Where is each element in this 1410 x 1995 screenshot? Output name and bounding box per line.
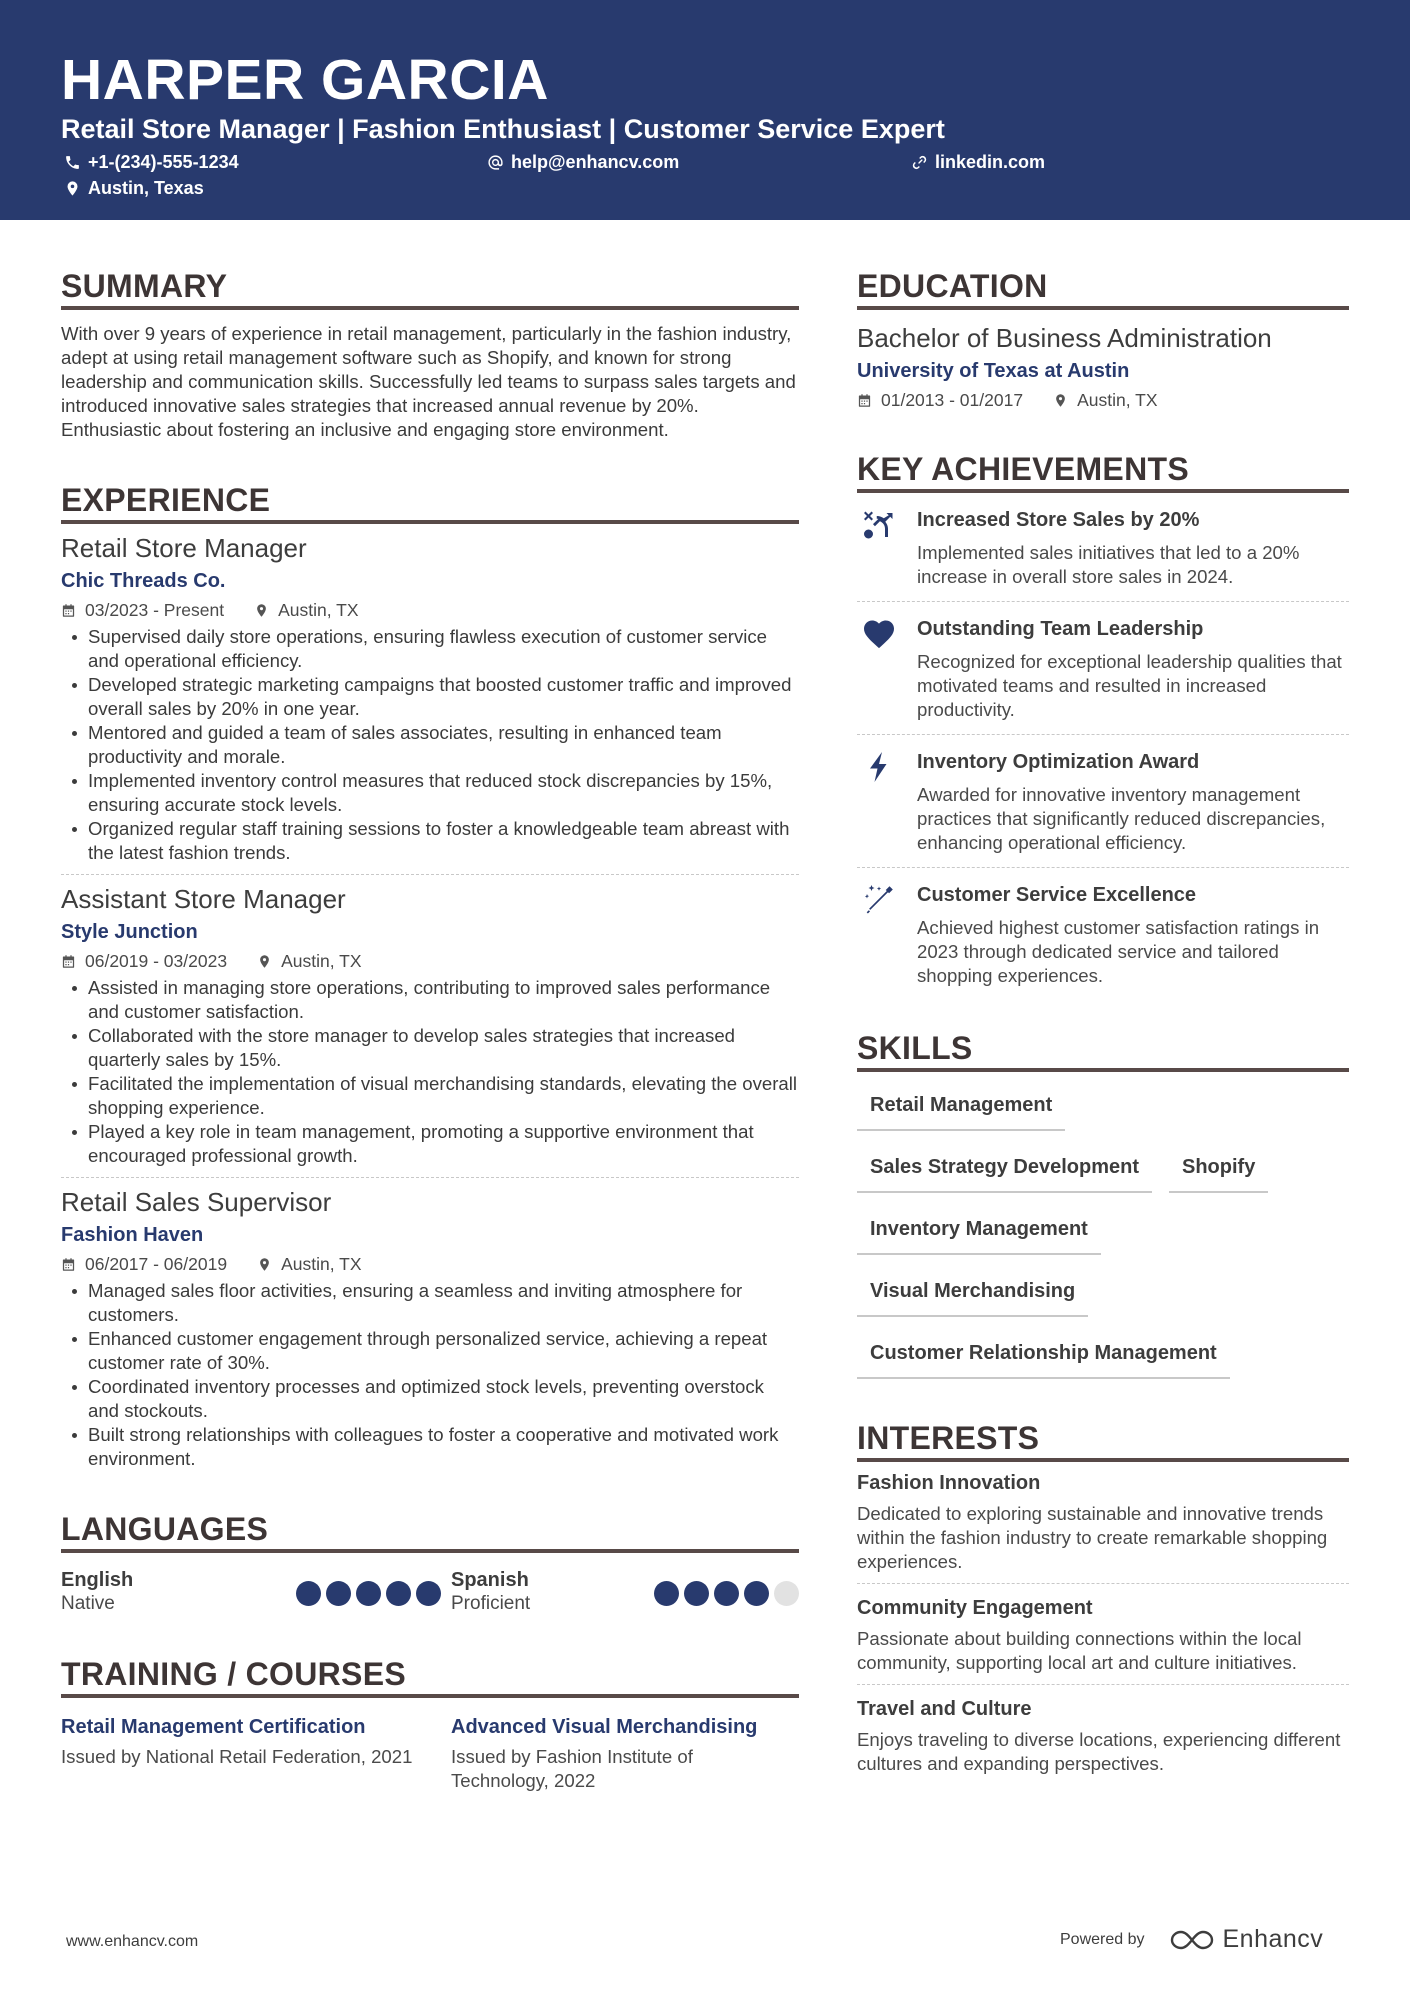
language-name: English: [61, 1569, 134, 1591]
achievement-item: [857, 868, 1349, 1000]
at-icon: [487, 154, 504, 171]
location-text: Austin, Texas: [88, 178, 204, 198]
achievement-desc: Recognized for exceptional leadership qualities that motivated teams and resulted in increased productivity.: [917, 651, 1342, 720]
interest-item: [857, 1584, 1349, 1684]
skill-tag: Customer Relationship Management: [857, 1334, 1230, 1379]
skills-title: SKILLS: [857, 1028, 1349, 1072]
achievement-item: [857, 493, 1349, 601]
bullet-item: Organized regular staff training sessions to foster a knowledgeable team abreast with the latest fashion trends.: [61, 817, 799, 865]
achievement-title: Increased Store Sales by 20%: [917, 509, 1200, 531]
bullet-item: Assisted in managing store operations, contributing to improved sales performance and customer satisfaction.: [61, 976, 799, 1024]
job-meta: [61, 599, 799, 621]
education-meta: [857, 389, 1349, 411]
course-title: Advanced Visual Merchandising: [451, 1716, 758, 1738]
map-pin-icon: [257, 954, 272, 969]
rating-dot-empty: [774, 1581, 799, 1606]
header-banner: [0, 0, 1410, 220]
skill-tag: Retail Management: [857, 1086, 1065, 1131]
rating-dot-filled: [356, 1581, 381, 1606]
language-level: Native: [61, 1593, 115, 1614]
phone-icon: [64, 154, 81, 171]
achievement-desc: Implemented sales initiatives that led to a 20% increase in overall store sales in 2024.: [917, 542, 1300, 587]
achievement-item: [857, 602, 1349, 734]
achievements-section: [857, 449, 1349, 1000]
rating-dot-filled: [296, 1581, 321, 1606]
education-location: Austin, TX: [1077, 390, 1158, 410]
interest-title: Travel and Culture: [857, 1698, 1032, 1720]
map-pin-icon: [64, 180, 81, 197]
interests-title: INTERESTS: [857, 1418, 1349, 1462]
bullet-item: Built strong relationships with colleagues to foster a cooperative and motivated work environment.: [61, 1423, 799, 1471]
job-location: Austin, TX: [281, 951, 362, 971]
job-title: Retail Store Manager: [61, 533, 307, 563]
skill-tag: Visual Merchandising: [857, 1272, 1088, 1317]
email-contact[interactable]: [487, 151, 679, 173]
course-desc: Issued by Fashion Institute of Technology, 2022: [451, 1746, 693, 1791]
summary-text: With over 9 years of experience in retail management, particularly in the fashion industry, adept at using retail management software such as Shopify, and known for strong leadership and communication skills. Successfully led teams to surpass sales targets and introduced innovative sales strategies that increased annual revenue by 20%. Enthusiastic about fostering an inclusive and engaging store environment.: [61, 323, 796, 440]
job-entry: [61, 1186, 799, 1471]
achievements-title: KEY ACHIEVEMENTS: [857, 449, 1349, 493]
achievement-title: Inventory Optimization Award: [917, 751, 1200, 773]
bolt-icon: [861, 749, 897, 785]
footer-website[interactable]: www.enhancv.com: [66, 1933, 199, 1950]
languages-row: [61, 1568, 799, 1616]
course-item: [451, 1714, 799, 1793]
bullet-item: Mentored and guided a team of sales associates, resulting in enhanced team productivity and morale.: [61, 721, 799, 769]
experience-section: [61, 480, 799, 1471]
job-meta: [61, 1253, 799, 1275]
map-pin-icon: [1053, 393, 1068, 408]
job-dates: 06/2017 - 06/2019: [85, 1254, 228, 1274]
rating-dot-filled: [386, 1581, 411, 1606]
job-title: Assistant Store Manager: [61, 884, 346, 914]
link-icon: [911, 154, 928, 171]
course-item: [61, 1714, 451, 1793]
language-rating: [296, 1581, 441, 1616]
experience-title: EXPERIENCE: [61, 480, 799, 524]
powered-by-text: Powered by: [1060, 1930, 1145, 1948]
interest-title: Fashion Innovation: [857, 1472, 1041, 1494]
company-name: Chic Threads Co.: [61, 570, 226, 592]
rating-dot-filled: [714, 1581, 739, 1606]
enhancv-logo[interactable]: [1169, 1925, 1324, 1954]
interest-desc: Dedicated to exploring sustainable and innovative trends within the fashion industry to create remarkable shopping experiences.: [857, 1503, 1328, 1572]
school-name: University of Texas at Austin: [857, 360, 1130, 382]
skills-list: [857, 1086, 1349, 1396]
education-dates: 01/2013 - 01/2017: [881, 390, 1024, 410]
degree: Bachelor of Business Administration: [857, 323, 1272, 353]
rating-dot-filled: [654, 1581, 679, 1606]
rating-dot-filled: [326, 1581, 351, 1606]
summary-title: SUMMARY: [61, 266, 799, 310]
company-name: Fashion Haven: [61, 1224, 204, 1246]
left-column: [61, 266, 799, 1793]
map-pin-icon: [257, 1257, 272, 1272]
location-contact: [64, 177, 204, 199]
magic-wand-icon: [861, 882, 897, 918]
linkedin-text: linkedin.com: [935, 152, 1046, 172]
calendar-icon: [61, 1257, 76, 1272]
achievement-title: Customer Service Excellence: [917, 884, 1197, 906]
phone-text: +1-(234)-555-1234: [88, 152, 239, 172]
divider: [61, 874, 799, 875]
job-location: Austin, TX: [281, 1254, 362, 1274]
linkedin-contact[interactable]: [911, 151, 1045, 173]
job-title: Retail Sales Supervisor: [61, 1187, 332, 1217]
job-bullets: [61, 976, 799, 1168]
phone-contact[interactable]: [64, 151, 239, 173]
job-entry: [61, 532, 799, 874]
bullet-item: Implemented inventory control measures that reduced stock discrepancies by 15%, ensuring accurate stock levels.: [61, 769, 799, 817]
skill-tag: Shopify: [1169, 1148, 1268, 1193]
language-rating: [654, 1581, 799, 1616]
job-bullets: [61, 1279, 799, 1471]
interest-desc: Enjoys traveling to diverse locations, experiencing different cultures and expanding perspectives.: [857, 1729, 1341, 1774]
language-item: [61, 1568, 451, 1616]
rating-dot-filled: [684, 1581, 709, 1606]
calendar-icon: [61, 954, 76, 969]
bullet-item: Facilitated the implementation of visual merchandising standards, elevating the overall shopping experience.: [61, 1072, 799, 1120]
company-name: Style Junction: [61, 921, 198, 943]
bullet-item: Coordinated inventory processes and optimized stock levels, preventing overstock and stockouts.: [61, 1375, 799, 1423]
map-pin-icon: [254, 603, 269, 618]
headline: Retail Store Manager | Fashion Enthusiast | Customer Service Expert: [61, 114, 945, 144]
calendar-icon: [61, 603, 76, 618]
footer-branding: [1060, 1925, 1323, 1954]
job-entry: [61, 883, 799, 1177]
rating-dot-filled: [744, 1581, 769, 1606]
brand-name: Enhancv: [1222, 1925, 1324, 1953]
rating-dot-filled: [416, 1581, 441, 1606]
achievement-desc: Achieved highest customer satisfaction ratings in 2023 through dedicated service and tailored shopping experiences.: [917, 917, 1320, 986]
interest-item: [857, 1685, 1349, 1785]
calendar-icon: [857, 393, 872, 408]
languages-title: LANGUAGES: [61, 1509, 799, 1553]
languages-section: [61, 1509, 799, 1616]
courses-row: [61, 1714, 799, 1793]
strategy-icon: [861, 507, 897, 543]
achievement-item: [857, 735, 1349, 867]
heart-icon: [861, 616, 897, 652]
right-column: [857, 266, 1349, 1785]
training-title: TRAINING / COURSES: [61, 1654, 799, 1698]
language-item: [451, 1568, 799, 1616]
skill-tag: Inventory Management: [857, 1210, 1101, 1255]
interest-item: [857, 1462, 1349, 1583]
job-bullets: [61, 625, 799, 865]
bullet-item: Supervised daily store operations, ensuring flawless execution of customer service and operational efficiency.: [61, 625, 799, 673]
course-title: Retail Management Certification: [61, 1716, 366, 1738]
bullet-item: Enhanced customer engagement through personalized service, achieving a repeat customer rate of 30%.: [61, 1327, 799, 1375]
skill-tag: Sales Strategy Development: [857, 1148, 1152, 1193]
achievement-title: Outstanding Team Leadership: [917, 618, 1204, 640]
job-meta: [61, 950, 799, 972]
bullet-item: Managed sales floor activities, ensuring a seamless and inviting atmosphere for customers.: [61, 1279, 799, 1327]
education-section: [857, 266, 1349, 411]
job-dates: 03/2023 - Present: [85, 600, 225, 620]
achievement-desc: Awarded for innovative inventory management practices that significantly reduced discrepancies, enhancing operational efficiency.: [917, 784, 1326, 853]
interest-title: Community Engagement: [857, 1597, 1093, 1619]
language-name: Spanish: [451, 1569, 529, 1591]
bullet-item: Developed strategic marketing campaigns that boosted customer traffic and improved overall sales by 20% in one year.: [61, 673, 799, 721]
infinity-icon: [1169, 1928, 1215, 1952]
training-section: [61, 1654, 799, 1793]
divider: [61, 1177, 799, 1178]
job-dates: 06/2019 - 03/2023: [85, 951, 228, 971]
interest-desc: Passionate about building connections within the local community, supporting local art and culture initiatives.: [857, 1628, 1302, 1673]
skills-section: [857, 1028, 1349, 1396]
email-text: help@enhancv.com: [511, 152, 680, 172]
candidate-name: HARPER GARCIA: [61, 48, 549, 112]
bullet-item: Played a key role in team management, promoting a supportive environment that encouraged professional growth.: [61, 1120, 799, 1168]
summary-section: [61, 266, 799, 442]
course-desc: Issued by National Retail Federation, 2021: [61, 1746, 413, 1767]
language-level: Proficient: [451, 1593, 531, 1614]
interests-section: [857, 1418, 1349, 1785]
education-title: EDUCATION: [857, 266, 1349, 310]
bullet-item: Collaborated with the store manager to develop sales strategies that increased quarterly sales by 15%.: [61, 1024, 799, 1072]
job-location: Austin, TX: [278, 600, 359, 620]
